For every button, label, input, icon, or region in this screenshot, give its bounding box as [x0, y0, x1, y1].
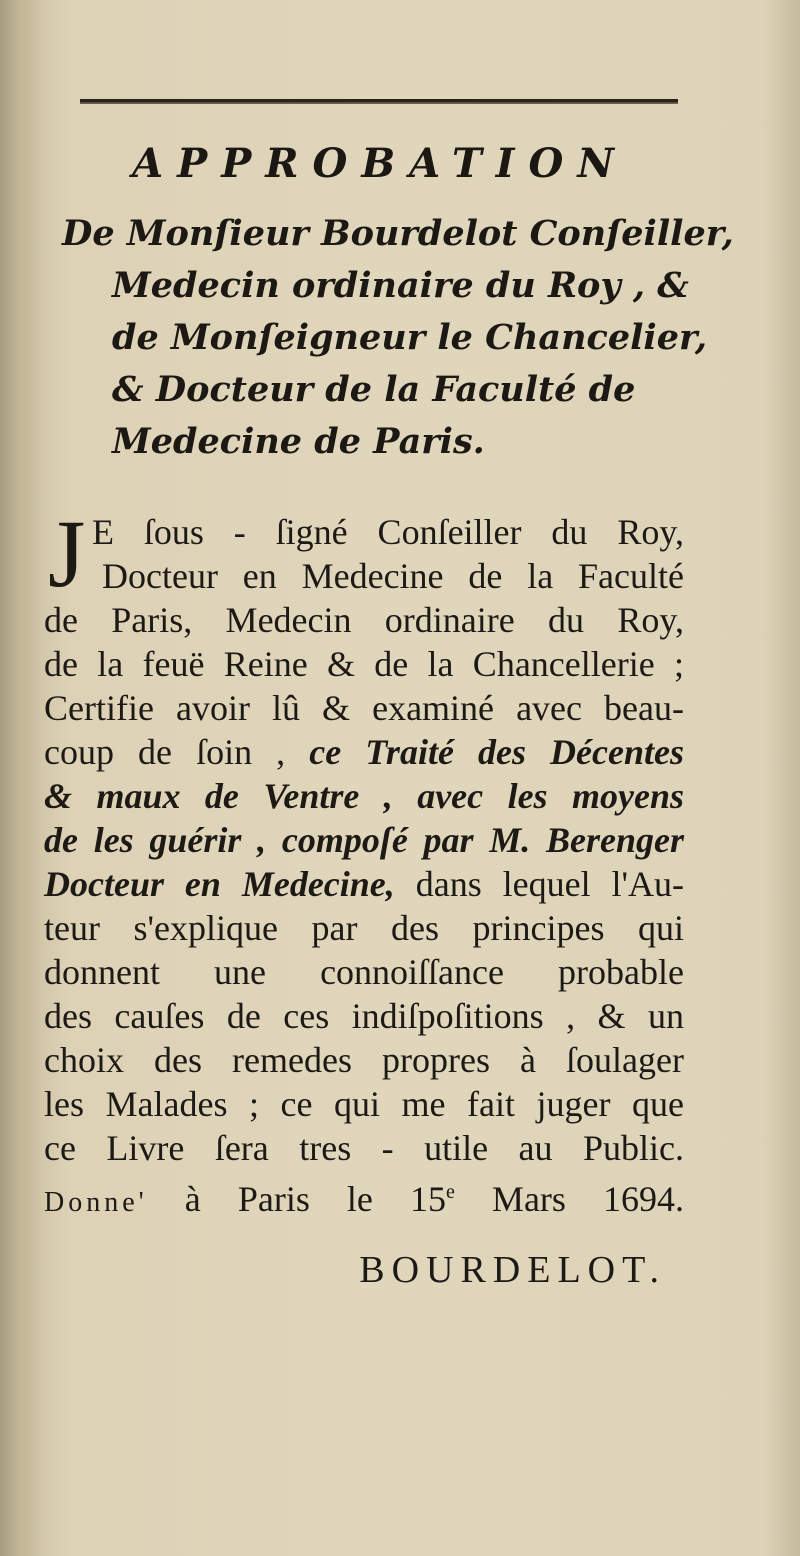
- text-line: de la feuë Reine & de la Chancellerie ;: [44, 644, 684, 684]
- author-title-italic: Docteur en Medecine,: [44, 864, 395, 904]
- text-line: Certifie avoir lû & examiné avec beau-: [44, 688, 684, 728]
- subtitle-line: De Monſieur Bourdelot Conſeiller,: [62, 213, 734, 254]
- text-line: des cauſes de ces indiſpoſitions , & un: [44, 996, 684, 1036]
- superscript: e: [445, 1181, 455, 1203]
- drop-capital: J: [48, 500, 86, 607]
- subtitle-line: & Docteur de la Faculté de: [112, 369, 636, 410]
- text-line: ce Livre ſera tres - utile au Public.: [44, 1128, 684, 1168]
- page-gutter: [0, 0, 42, 1556]
- text-line: teur s'explique par des principes qui: [44, 908, 684, 948]
- text-line: Docteur en Medecine de la Faculté: [102, 556, 684, 596]
- page-edge: [766, 0, 800, 1556]
- text-line: [44, 862, 684, 906]
- text-line: de Paris, Medecin ordinaire du Roy,: [44, 600, 684, 640]
- page-title: APPROBATION: [132, 140, 628, 187]
- text-line: donnent une connoiſſance probable: [44, 952, 684, 992]
- subtitle-line: Medecin ordinaire du Roy , &: [112, 265, 689, 306]
- donne-word: Donne': [44, 1187, 148, 1218]
- text-segment: à Paris le 15: [184, 1179, 446, 1219]
- text-segment: Mars 1694.: [454, 1179, 684, 1219]
- subtitle-block: [62, 208, 734, 468]
- header-rule-thin: [80, 103, 678, 104]
- subtitle-line: Medecine de Paris.: [112, 421, 485, 462]
- text-line: & maux de Ventre , avec les moyens: [44, 776, 684, 816]
- text-line: [44, 730, 684, 774]
- text-line: E ſous - ſigné Conſeiller du Roy,: [92, 512, 684, 552]
- date-line: [44, 1170, 684, 1225]
- approbation-text: [44, 500, 684, 1225]
- text-line: les Malades ; ce qui me fait juger que: [44, 1084, 684, 1124]
- text-segment: coup de ſoin ,: [44, 732, 310, 772]
- subtitle-line: de Monſeigneur le Chancelier,: [112, 317, 708, 358]
- text-segment: dans lequel l'Au-: [394, 864, 684, 904]
- signature: BOURDELOT.: [359, 1249, 666, 1291]
- text-line: de les guérir , compoſé par M. Berenger: [44, 820, 684, 860]
- book-title-italic: ce Traité des Décentes: [309, 732, 684, 772]
- text-line: choix des remedes propres à ſoulager: [44, 1040, 684, 1080]
